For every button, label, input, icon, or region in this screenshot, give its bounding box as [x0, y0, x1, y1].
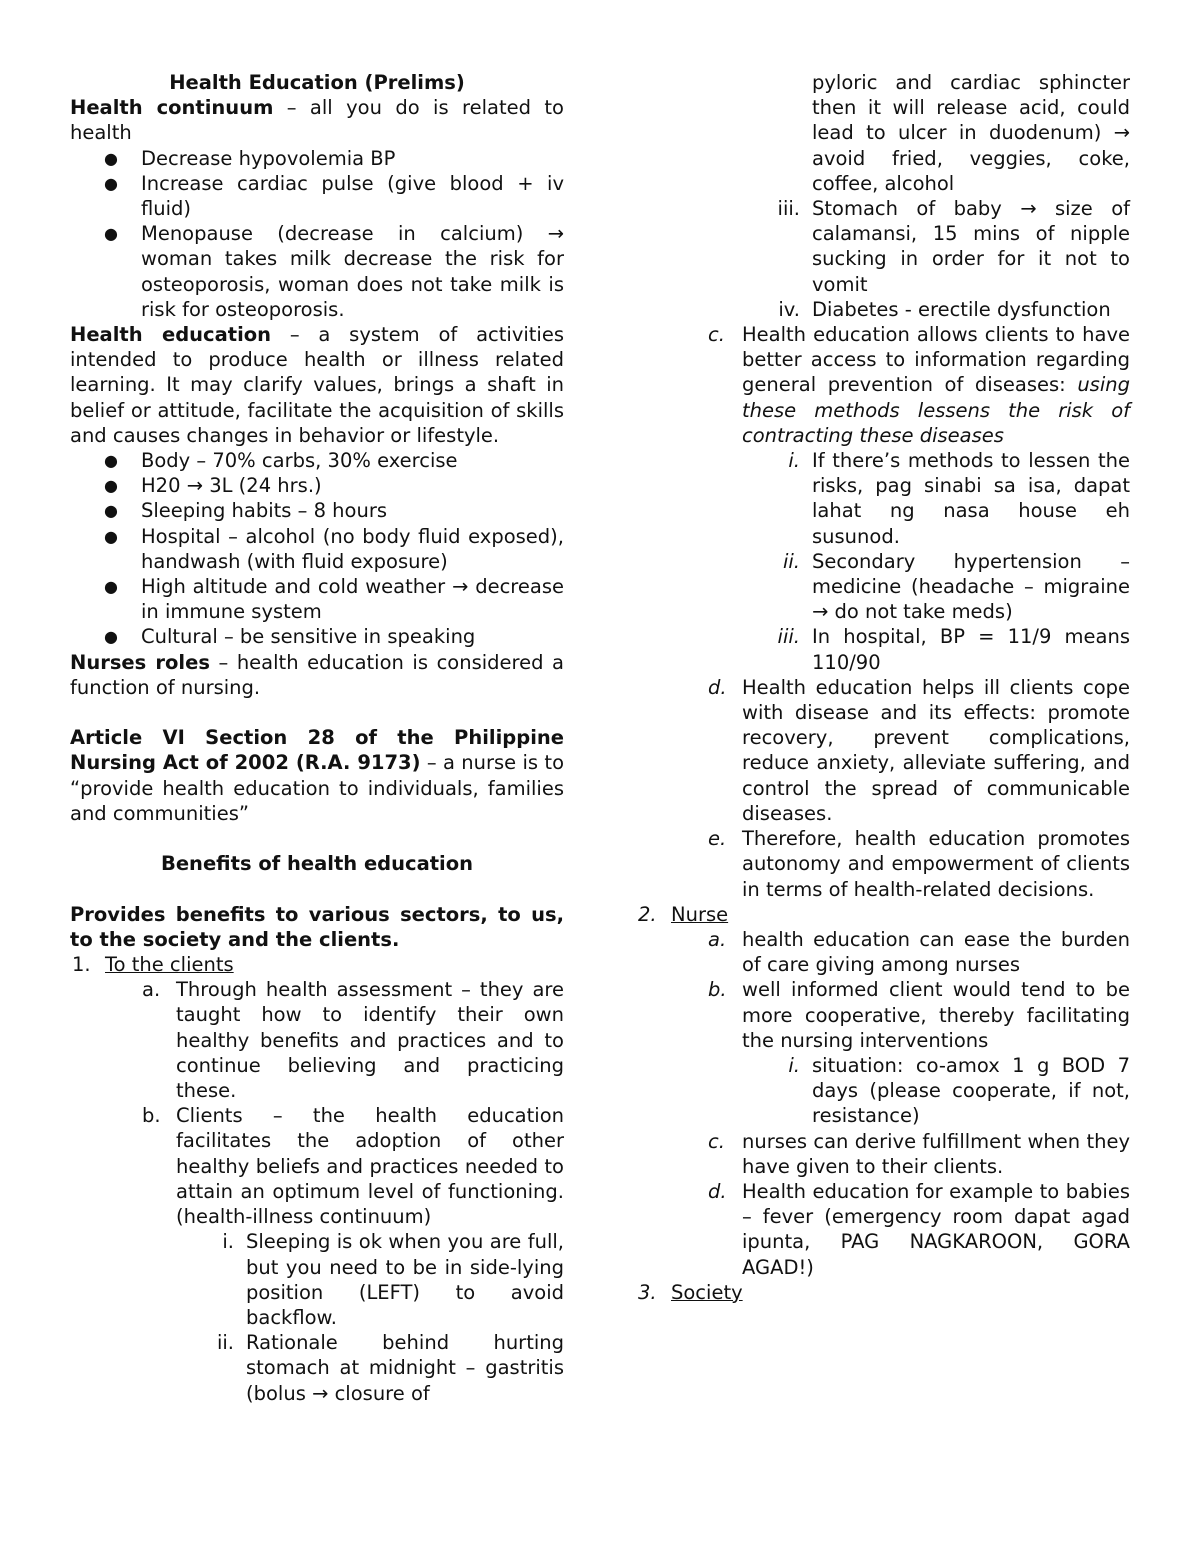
list-item-text: Menopause (decrease in calcium) → woman takes milk decrease the risk for osteoporosis, woman does not take milk is risk for osteoporosis.: [141, 222, 564, 321]
list-item: [70, 977, 564, 1103]
definition: – a system of activities intended to produce health or illness related learning. It may clarify values, brings a shaft in belief or attitude, facilitate the acquisition of skills and causes changes in behavior or lifestyle.: [70, 323, 564, 447]
bullet-icon: ●: [104, 627, 118, 647]
list-item-text: Sleeping habits – 8 hours: [141, 499, 388, 523]
list-item-text: Health education helps ill clients cope with disease and its effects: promote recovery, prevent complications, reduce anxiety, alleviate suffering, and control the spread of communicable diseases.: [742, 675, 1130, 825]
list-item-continued: [636, 70, 1130, 196]
list-item-text: pyloric and cardiac sphincter then it will release acid, could lead to ulcer in duodenum) → avoid fried, veggies, coke, coffee, alcohol: [812, 71, 1130, 195]
list-item: [70, 171, 564, 221]
list-item: [636, 322, 1130, 448]
bullet-icon: ●: [104, 501, 118, 521]
list-item: [636, 624, 1130, 674]
bullet-icon: ●: [104, 224, 118, 244]
list-item-text: Cultural – be sensitive in speaking: [141, 625, 476, 649]
list-item: [70, 473, 564, 498]
list-marker: b.: [708, 978, 727, 1002]
list-marker: iv.: [778, 297, 800, 321]
list-item: [70, 1103, 564, 1229]
list-item-text: In hospital, BP = 11/9 means 110/90: [812, 625, 1130, 674]
list-item-text: Therefore, health education promotes autonomy and empowerment of clients in terms of health-related decisions.: [742, 827, 1130, 901]
list-marker: e.: [708, 827, 727, 851]
list-item-text: Diabetes - erectile dysfunction: [812, 297, 1111, 321]
list-item: [636, 1129, 1130, 1179]
bullet-icon: ●: [104, 577, 118, 597]
list-item: [70, 524, 564, 574]
list-item-text: Stomach of baby → size of calamansi, 15 mins of nipple sucking in order for it not to vomit: [812, 197, 1130, 296]
list-item: [636, 549, 1130, 625]
list-item-text: Increase cardiac pulse (give blood + iv fluid): [141, 171, 564, 221]
health-education-definition: [70, 322, 564, 448]
list-marker: b.: [142, 1104, 161, 1128]
definition: – a nurse is to “provide health education to individuals, families and communities”: [70, 751, 564, 825]
page-title: Health Education (Prelims): [169, 71, 465, 94]
list-item: [636, 927, 1130, 977]
list-item-label: Nurse: [671, 902, 729, 926]
list-item-text: Rationale behind hurting stomach at midnight – gastritis (bolus → closure of: [246, 1331, 564, 1405]
bullet-icon: ●: [104, 451, 118, 471]
list-item-text: H20 → 3L (24 hrs.): [141, 474, 322, 498]
list-item-text: Hospital – alcohol (no body fluid exposed), handwash (with fluid exposure): [141, 524, 564, 573]
list-item-text: Decrease hypovolemia BP: [141, 146, 396, 170]
list-item-text: Through health assessment – they are taught how to identify their own healthy benefits and practices and to continue believing and practicing these.: [176, 978, 564, 1103]
list-item: [636, 977, 1130, 1053]
definition: – all you do is related to health: [70, 96, 564, 145]
list-item-label: To the clients: [105, 953, 234, 977]
article-definition: [70, 725, 564, 826]
list-marker: 3.: [638, 1280, 657, 1304]
term: Article VI Section 28 of the Philippine Nursing Act of 2002 (R.A. 9173): [70, 726, 564, 775]
list-marker: i.: [788, 449, 800, 473]
list-item: [636, 448, 1130, 549]
list-item: [636, 1179, 1130, 1280]
list-marker: 1.: [72, 953, 91, 977]
list-item-text: Secondary hypertension – medicine (headache – migraine → do not take meds): [812, 549, 1130, 624]
emphasis-text: using these methods lessens the risk of contracting these diseases: [742, 373, 1130, 447]
health-continuum-definition: [70, 95, 564, 145]
list-item-text: well informed client would tend to be more cooperative, thereby facilitating the nursing interventions: [742, 978, 1130, 1052]
bullet-icon: ●: [104, 148, 118, 168]
list-item-text: Body – 70% carbs, 30% exercise: [141, 449, 458, 473]
list-marker: c.: [708, 1129, 725, 1153]
list-item: [636, 196, 1130, 297]
list-item: [636, 902, 1130, 927]
list-item: [636, 1053, 1130, 1129]
list-item: [636, 297, 1130, 322]
list-marker: a.: [708, 927, 727, 951]
list-item-text: health education can ease the burden of care giving among nurses: [742, 927, 1130, 977]
list-marker: d.: [708, 675, 727, 699]
list-item: [70, 221, 564, 322]
list-marker: c.: [708, 323, 725, 347]
list-item: [70, 498, 564, 523]
bullet-icon: ●: [104, 173, 118, 193]
bullet-icon: ●: [104, 476, 118, 496]
list-marker: d.: [708, 1179, 727, 1203]
list-item-text: situation: co-amox 1 g BOD 7 days (please cooperate, if not, resistance): [812, 1053, 1130, 1128]
list-item-text: Sleeping is ok when you are full, but you need to be in side-lying position (LEFT) to avoid backflow.: [246, 1230, 564, 1329]
list-marker: i.: [222, 1230, 234, 1254]
list-item-text: Health education for example to babies – fever (emergency room dapat agad ipunta, PAG NAGKAROON, GORA AGAD!): [742, 1179, 1130, 1279]
list-marker: 2.: [638, 902, 657, 926]
list-marker: iii.: [777, 197, 800, 221]
list-item: [70, 574, 564, 624]
list-item-text: Health education allows clients to have better access to information regarding general prevention of diseases:: [742, 323, 1130, 397]
bullet-icon: ●: [104, 526, 118, 546]
list-item-label: Society: [671, 1280, 743, 1304]
list-item: [70, 448, 564, 473]
list-marker: a.: [142, 978, 161, 1002]
definition: – health education is considered a function of nursing.: [70, 650, 565, 699]
list-item-text: High altitude and cold weather → decrease in immune system: [141, 575, 564, 624]
section-heading: Benefits of health education: [160, 852, 474, 876]
list-item: [70, 952, 564, 977]
list-item-text: nurses can derive fulfillment when they have given to their clients.: [742, 1129, 1130, 1178]
list-item: [70, 1330, 564, 1406]
term: Health continuum: [70, 96, 274, 120]
list-item-text: If there’s methods to lessen the risks, pag sinabi sa isa, dapat lahat ng nasa house eh susunod.: [812, 449, 1130, 548]
list-item-text: Clients – the health education facilitates the adoption of other healthy beliefs and practices needed to attain an optimum level of functioning. (health-illness continuum): [176, 1104, 564, 1229]
list-marker: ii.: [216, 1331, 234, 1355]
nurses-roles-definition: [70, 650, 564, 700]
right-column: [636, 70, 1130, 1305]
list-item: [70, 1229, 564, 1330]
list-marker: iii.: [777, 625, 800, 649]
term: Nurses roles: [70, 650, 210, 674]
term: Health education: [70, 323, 272, 347]
list-item: [70, 146, 564, 171]
list-item: [636, 826, 1130, 902]
left-column: [70, 70, 564, 1406]
subheading: Provides benefits to various sectors, to us, to the society and the clients.: [70, 902, 564, 951]
list-marker: ii.: [782, 549, 800, 573]
list-item: [636, 1280, 1130, 1305]
list-item: [636, 675, 1130, 826]
list-marker: i.: [788, 1053, 800, 1077]
list-item: [70, 624, 564, 649]
